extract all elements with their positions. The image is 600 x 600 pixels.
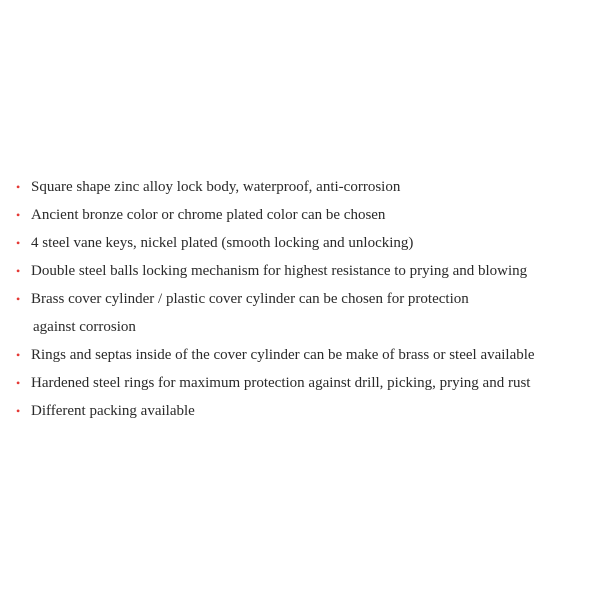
bullet-icon: • <box>16 180 21 194</box>
feature-item <box>16 173 594 201</box>
feature-text: Double steel balls locking mechanism for highest resistance to prying and blowing <box>31 263 528 279</box>
bullet-icon: • <box>16 292 21 306</box>
feature-text-continuation: against corrosion <box>33 319 136 335</box>
feature-item <box>16 397 594 425</box>
feature-text: Hardened steel rings for maximum protection against drill, picking, prying and rust <box>31 375 531 391</box>
feature-item <box>16 257 594 285</box>
bullet-icon: • <box>16 236 21 250</box>
feature-item <box>16 369 594 397</box>
bullet-icon: • <box>16 404 21 418</box>
feature-text: Square shape zinc alloy lock body, waterproof, anti-corrosion <box>31 179 401 195</box>
feature-item <box>16 341 594 369</box>
feature-item <box>16 201 594 229</box>
feature-text: Ancient bronze color or chrome plated color can be chosen <box>31 207 386 223</box>
bullet-icon: • <box>16 348 21 362</box>
feature-text: 4 steel vane keys, nickel plated (smooth locking and unlocking) <box>31 235 414 251</box>
feature-list <box>16 173 594 425</box>
feature-text: Rings and septas inside of the cover cylinder can be make of brass or steel available <box>31 347 535 363</box>
bullet-icon: • <box>16 264 21 278</box>
feature-item <box>16 285 594 341</box>
bullet-icon: • <box>16 376 21 390</box>
bullet-icon: • <box>16 208 21 222</box>
feature-text: Different packing available <box>31 403 195 419</box>
feature-text: Brass cover cylinder / plastic cover cylinder can be chosen for protection <box>31 291 469 307</box>
feature-item <box>16 229 594 257</box>
